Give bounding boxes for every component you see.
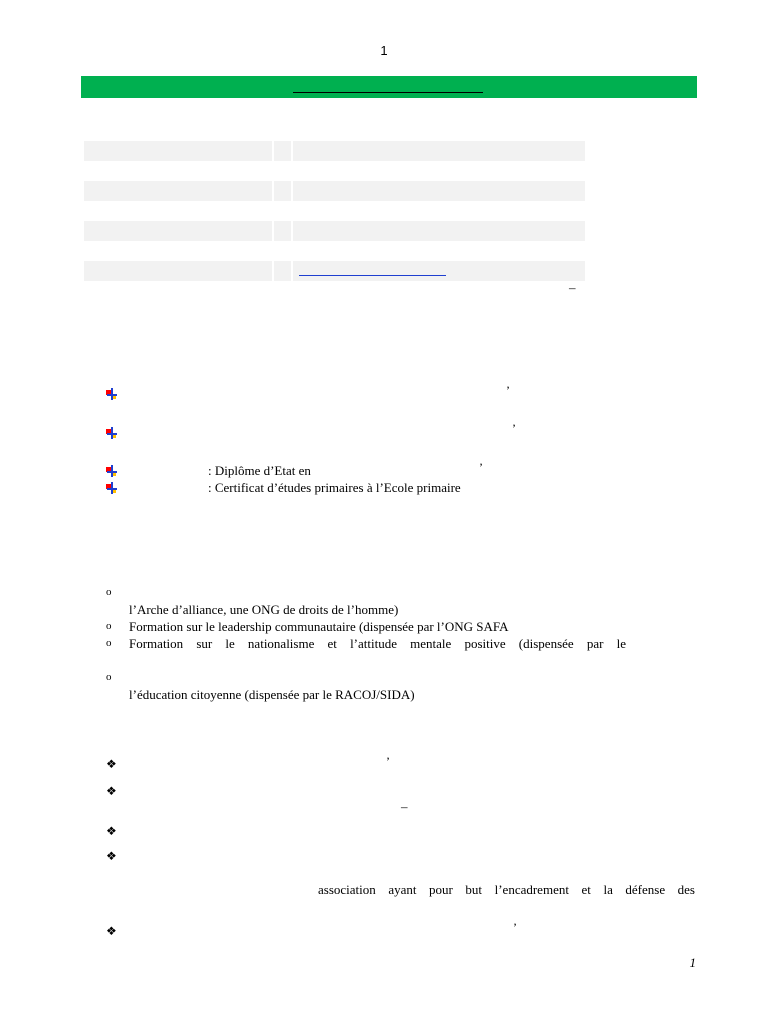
circle-bullet-icon: o xyxy=(106,637,112,649)
square-bullet-icon xyxy=(106,482,118,494)
diamond-bullet-icon: ❖ xyxy=(106,849,117,863)
info-value-cell xyxy=(293,221,585,241)
info-sep-cell xyxy=(274,261,291,281)
association-text: association ayant pour but l’encadrement et la défense des xyxy=(318,882,695,897)
apostrophe-mark: ’ xyxy=(386,754,390,768)
training-item-text: l’éducation citoyenne (dispensée par le RACOJ/SIDA) xyxy=(129,687,415,702)
info-sep-cell xyxy=(274,221,291,241)
header-page-number: 1 xyxy=(380,43,388,58)
apostrophe-mark: ’ xyxy=(513,920,517,934)
square-bullet-icon xyxy=(106,388,118,400)
training-item-text: Formation sur le nationalisme et l’attitude mentale positive (dispensée par le xyxy=(129,636,626,651)
diamond-bullet-icon: ❖ xyxy=(106,824,117,838)
title-bar xyxy=(81,76,697,98)
apostrophe-mark: ’ xyxy=(512,421,516,435)
dash-mark: – xyxy=(401,799,408,814)
square-bullet-icon xyxy=(106,465,118,477)
diamond-bullet-icon: ❖ xyxy=(106,924,117,938)
title-underline xyxy=(293,92,483,93)
info-label-cell xyxy=(84,221,272,241)
training-item-text: Formation sur le leadership communautaire (dispensée par l’ONG SAFA xyxy=(129,619,509,634)
training-item-text: l’Arche d’alliance, une ONG de droits de l’homme) xyxy=(129,602,399,617)
apostrophe-mark: ’ xyxy=(506,383,510,397)
circle-bullet-icon: o xyxy=(106,620,112,632)
square-bullet-icon xyxy=(106,427,118,439)
education-item-text: : Diplôme d’Etat en xyxy=(208,463,311,478)
info-label-cell xyxy=(84,261,272,281)
circle-bullet-icon: o xyxy=(106,586,112,598)
apostrophe-mark: ’ xyxy=(479,460,483,474)
circle-bullet-icon: o xyxy=(106,671,112,683)
education-item-text: : Certificat d’études primaires à l’Ecole primaire xyxy=(208,480,461,495)
footer-page-number: 1 xyxy=(689,955,696,970)
dash-mark: – xyxy=(569,280,576,295)
info-sep-cell xyxy=(274,141,291,161)
info-label-cell xyxy=(84,181,272,201)
info-value-cell xyxy=(293,181,585,201)
info-value-cell xyxy=(293,261,585,281)
info-label-cell xyxy=(84,141,272,161)
diamond-bullet-icon: ❖ xyxy=(106,757,117,771)
diamond-bullet-icon: ❖ xyxy=(106,784,117,798)
email-link-underline[interactable] xyxy=(299,275,446,276)
info-value-cell xyxy=(293,141,585,161)
info-sep-cell xyxy=(274,181,291,201)
